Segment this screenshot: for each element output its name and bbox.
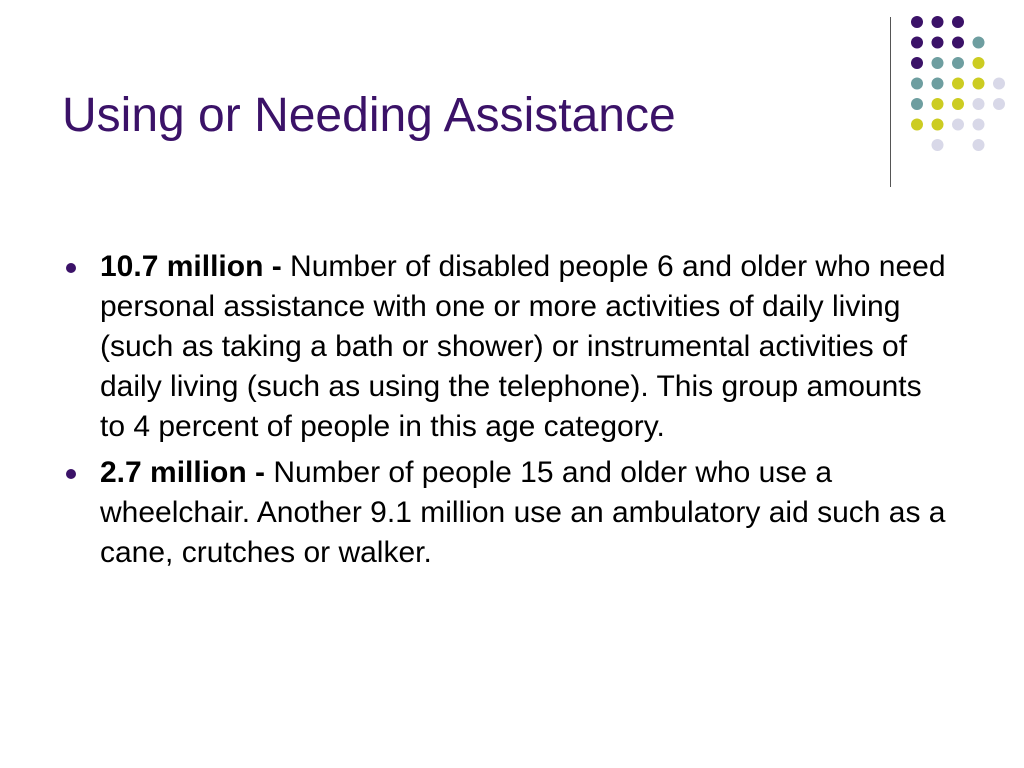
decorative-dot bbox=[973, 78, 985, 90]
decorative-dot bbox=[952, 37, 964, 49]
decorative-dot bbox=[952, 16, 964, 28]
decorative-dot bbox=[973, 37, 985, 49]
decorative-dot bbox=[911, 119, 923, 131]
decorative-dot bbox=[973, 98, 985, 110]
decorative-dot bbox=[932, 119, 944, 131]
bullet-lead: 10.7 million - bbox=[100, 250, 282, 283]
decorative-dot bbox=[911, 78, 923, 90]
decorative-dot bbox=[911, 57, 923, 69]
decorative-dot bbox=[932, 37, 944, 49]
decorative-dot bbox=[932, 98, 944, 110]
bullet-marker-icon bbox=[66, 263, 76, 273]
title-divider bbox=[890, 17, 891, 187]
decorative-dot bbox=[952, 98, 964, 110]
bullet-item bbox=[100, 247, 950, 447]
decorative-dot bbox=[952, 78, 964, 90]
decorative-dot bbox=[952, 57, 964, 69]
slide-title: Using or Needing Assistance bbox=[62, 89, 676, 142]
decorative-dot bbox=[952, 119, 964, 131]
bullet-lead: 2.7 million - bbox=[100, 456, 266, 489]
decorative-dot bbox=[932, 78, 944, 90]
bullet-item bbox=[100, 453, 950, 573]
decorative-dot bbox=[993, 98, 1005, 110]
bullet-text: Number of disabled people 6 and older who need personal assistance with one or more activities of daily living (such as taking a bath or shower) or instrumental activities of daily living (such as using the telephone). This group amounts to 4 percent of people in this age category. bbox=[100, 250, 946, 443]
decorative-dot bbox=[911, 98, 923, 110]
bullet-list bbox=[100, 247, 950, 579]
decorative-dot bbox=[932, 57, 944, 69]
decorative-dot bbox=[973, 139, 985, 151]
bullet-text: Number of people 15 and older who use a wheelchair. Another 9.1 million use an ambulatory aid such as a cane, crutches or walker. bbox=[100, 456, 946, 569]
decorative-dot bbox=[911, 16, 923, 28]
decorative-dot bbox=[932, 16, 944, 28]
decorative-dot bbox=[973, 119, 985, 131]
decorative-dot bbox=[993, 78, 1005, 90]
decorative-dot bbox=[973, 57, 985, 69]
decorative-dot bbox=[932, 139, 944, 151]
decorative-dot bbox=[911, 37, 923, 49]
bullet-marker-icon bbox=[66, 469, 76, 479]
